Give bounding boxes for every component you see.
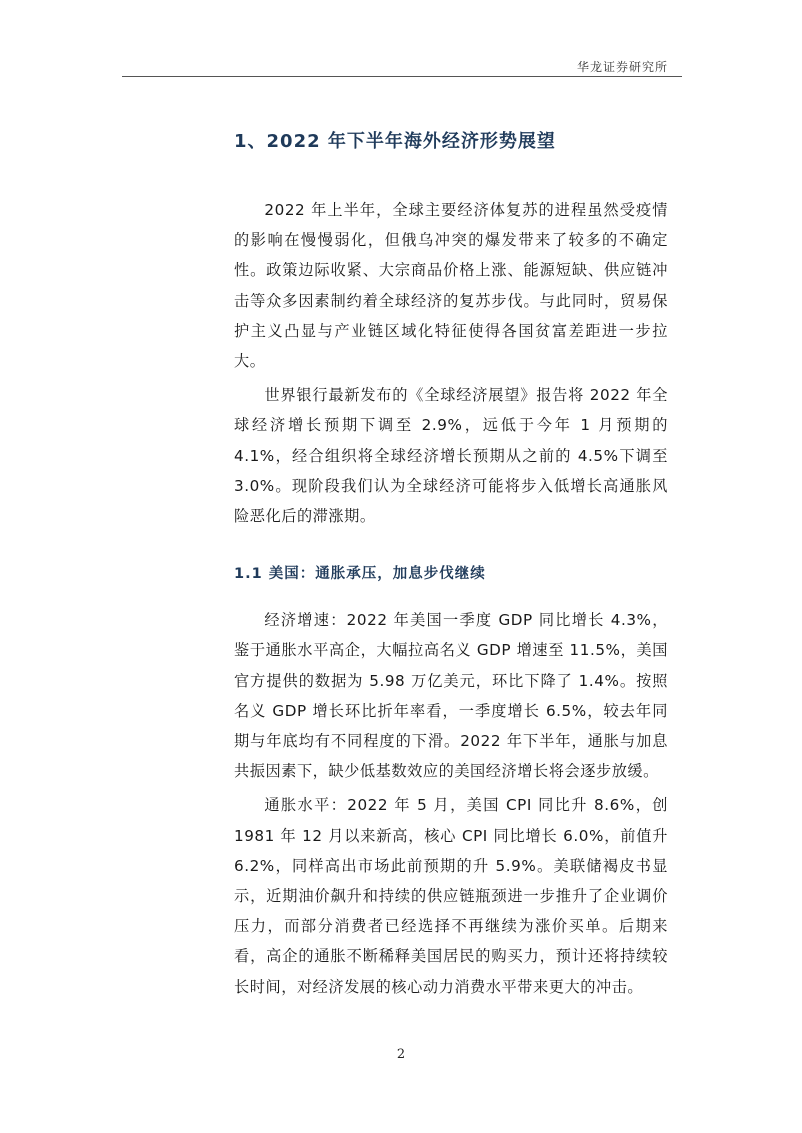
subsection-title: 1.1 美国：通胀承压，加息步伐继续 [234,566,486,583]
section-title: 1、2022 年下半年海外经济形势展望 [234,131,556,152]
report-content [234,127,668,1002]
body-paragraph: 通胀水平：2022 年 5 月，美国 CPI 同比升 8.6%，创 1981 年 12 月以来新高，核心 CPI 同比增长 6.0%，前值升 6.2%，同样高出市场此前预期的升 5.9%。美联储褐皮书显示，近期油价飙升和持续的供应链瓶颈进一步推升了企业调价压力，而部分消费者已经选择不再继续为涨价买单。后期来看，高企的通胀不断稀释美国居民的购买力，预计还将持续较长时间，对经济发展的核心动力消费水平带来更大的冲击。 [234,796,668,996]
body-paragraph: 世界银行最新发布的《全球经济展望》报告将 2022 年全球经济增长预期下调至 2.9%，远低于今年 1 月预期的 4.1%，经合组织将全球经济增长预期从之前的 4.5%下调至 3.0%。现阶段我们认为全球经济可能将步入低增长高通胀风险恶化后的滞涨期。 [234,386,668,526]
body-paragraph: 2022 年上半年，全球主要经济体复苏的进程虽然受疫情的影响在慢慢弱化，但俄乌冲突的爆发带来了较多的不确定性。政策边际收紧、大宗商品价格上涨、能源短缺、供应链冲击等众多因素制约着全球经济的复苏步伐。与此同时，贸易保护主义凸显与产业链区域化特征使得各国贫富差距进一步拉大。 [234,201,668,371]
page-number: 2 [396,1047,406,1062]
body-paragraph: 经济增速：2022 年美国一季度 GDP 同比增长 4.3%，鉴于通胀水平高企，大幅拉高名义 GDP 增速至 11.5%，美国官方提供的数据为 5.98 万亿美元，环比下降了 1.4%。按照名义 GDP 增长环比折年率看，一季度增长 6.5%，较去年同期与年底均有不同程度的下滑。2022 年下半年，通胀与加息共振因素下，缺少低基数效应的美国经济增长将会逐步放缓。 [234,611,668,781]
header-org-name: 华龙证券研究所 [576,60,668,74]
header-divider [122,76,682,77]
